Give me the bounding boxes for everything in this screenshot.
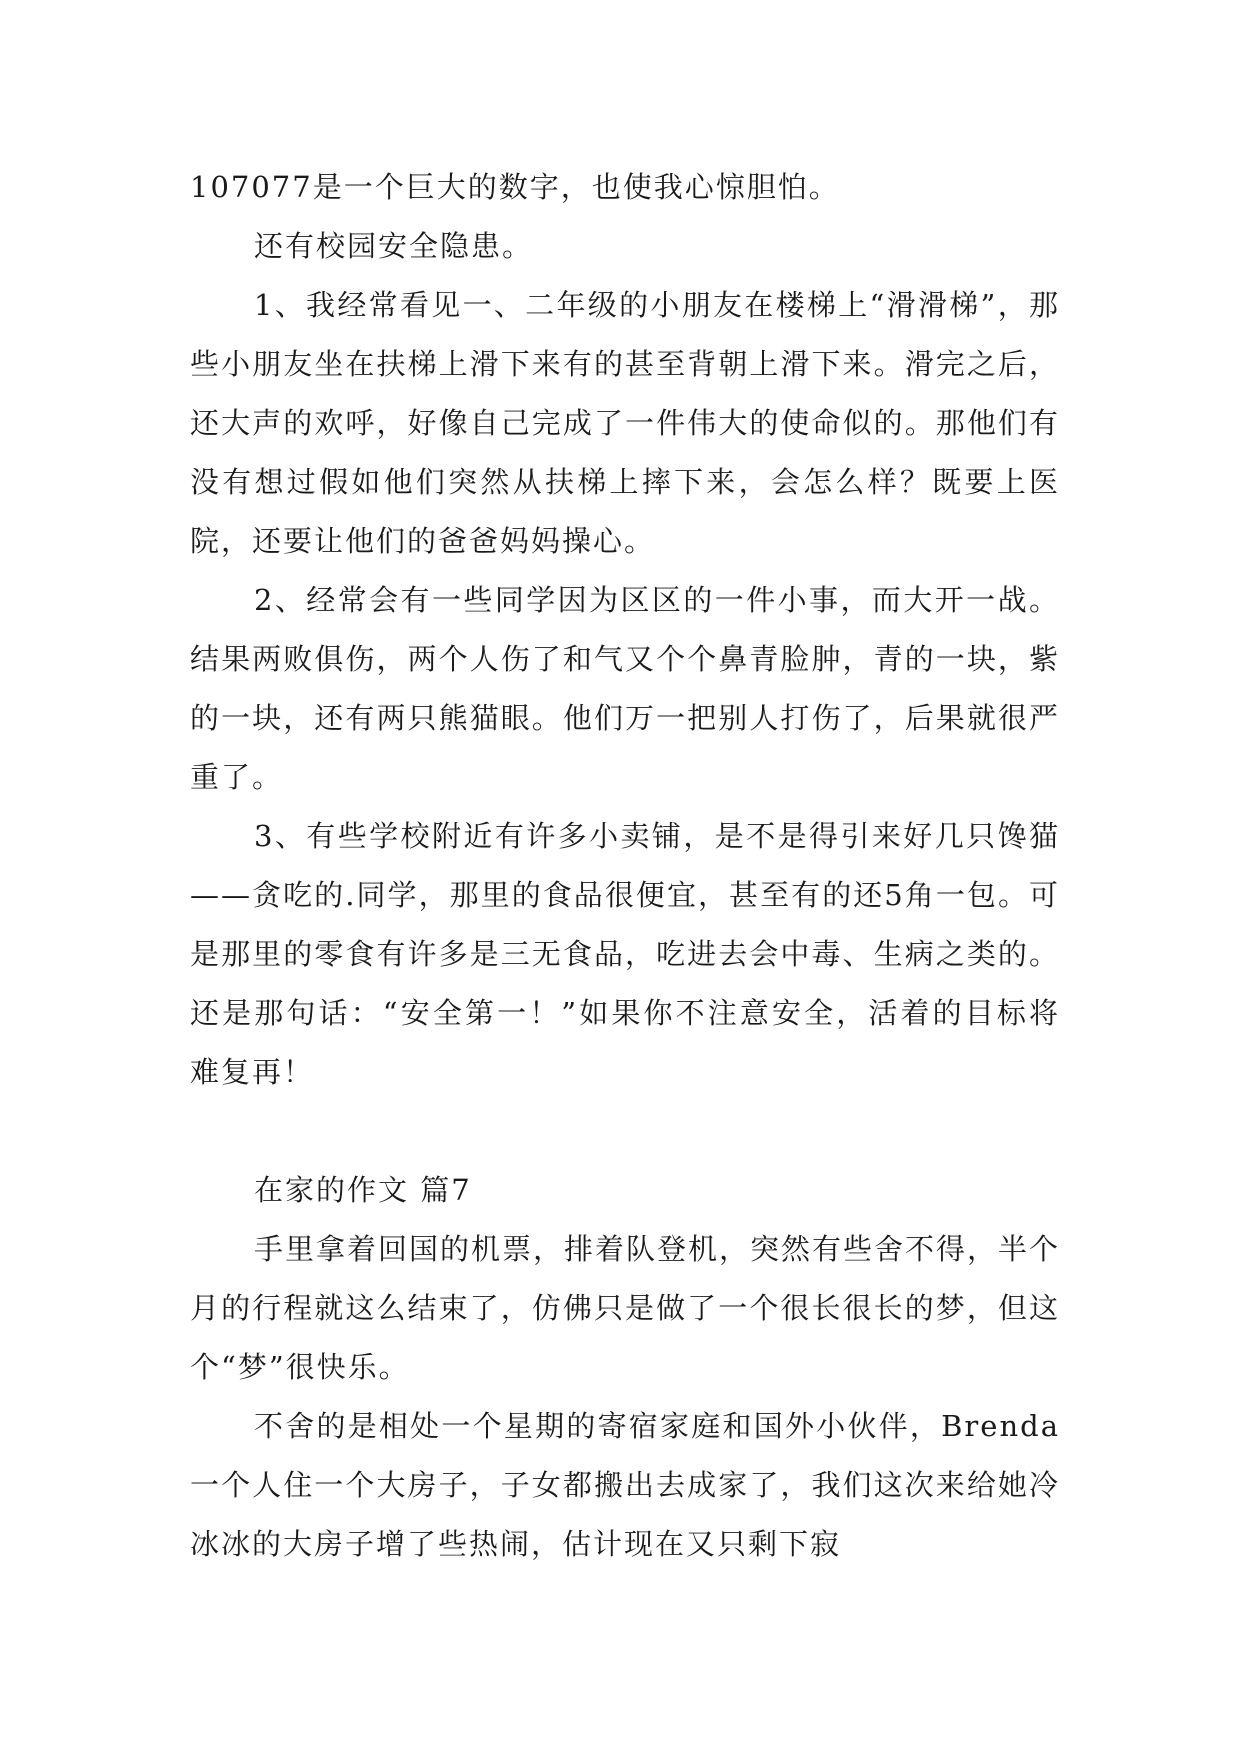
- paragraph-5: 3、有些学校附近有许多小卖铺，是不是得引来好几只馋猫——贪吃的.同学，那里的食品很便宜，甚至有的还5角一包。可是那里的零食有许多是三无食品，吃进去会中毒、生病之类的。还是那句话：“安全第一！”如果你不注意安全，活着的目标将难复再！: [190, 819, 1060, 1089]
- paragraph-4: 2、经常会有一些同学因为区区的一件小事，而大开一战。结果两败俱伤，两个人伤了和气又个个鼻青脸肿，青的一块，紫的一块，还有两只熊猫眼。他们万一把别人打伤了，后果就很严重了。: [190, 583, 1060, 794]
- blank-line: [190, 1102, 1060, 1161]
- paragraph-3: 1、我经常看见一、二年级的小朋友在楼梯上“滑滑梯”，那些小朋友坐在扶梯上滑下来有的甚至背朝上滑下来。滑完之后，还大声的欢呼，好像自己完成了一件伟大的使命似的。那他们有没有想过假如他们突然从扶梯上摔下来，会怎么样？既要上医院，还要让他们的爸爸妈妈操心。: [190, 288, 1060, 558]
- document-body: [190, 158, 1060, 1574]
- section-heading: 在家的作文 篇7: [254, 1173, 472, 1207]
- paragraph-7: 不舍的是相处一个星期的寄宿家庭和国外小伙伴，Brenda一个人住一个大房子，子女都搬出去成家了，我们这次来给她冷冰冰的大房子增了些热闹，估计现在又只剩下寂: [190, 1409, 1060, 1561]
- paragraph-6: 手里拿着回国的机票，排着队登机，突然有些舍不得，半个月的行程就这么结束了，仿佛只是做了一个很长很长的梦，但这个“梦”很快乐。: [190, 1232, 1061, 1384]
- paragraph-2: 还有校园安全隐患。: [254, 229, 534, 263]
- paragraph-1: 107077是一个巨大的数字，也使我心惊胆怕。: [190, 170, 840, 204]
